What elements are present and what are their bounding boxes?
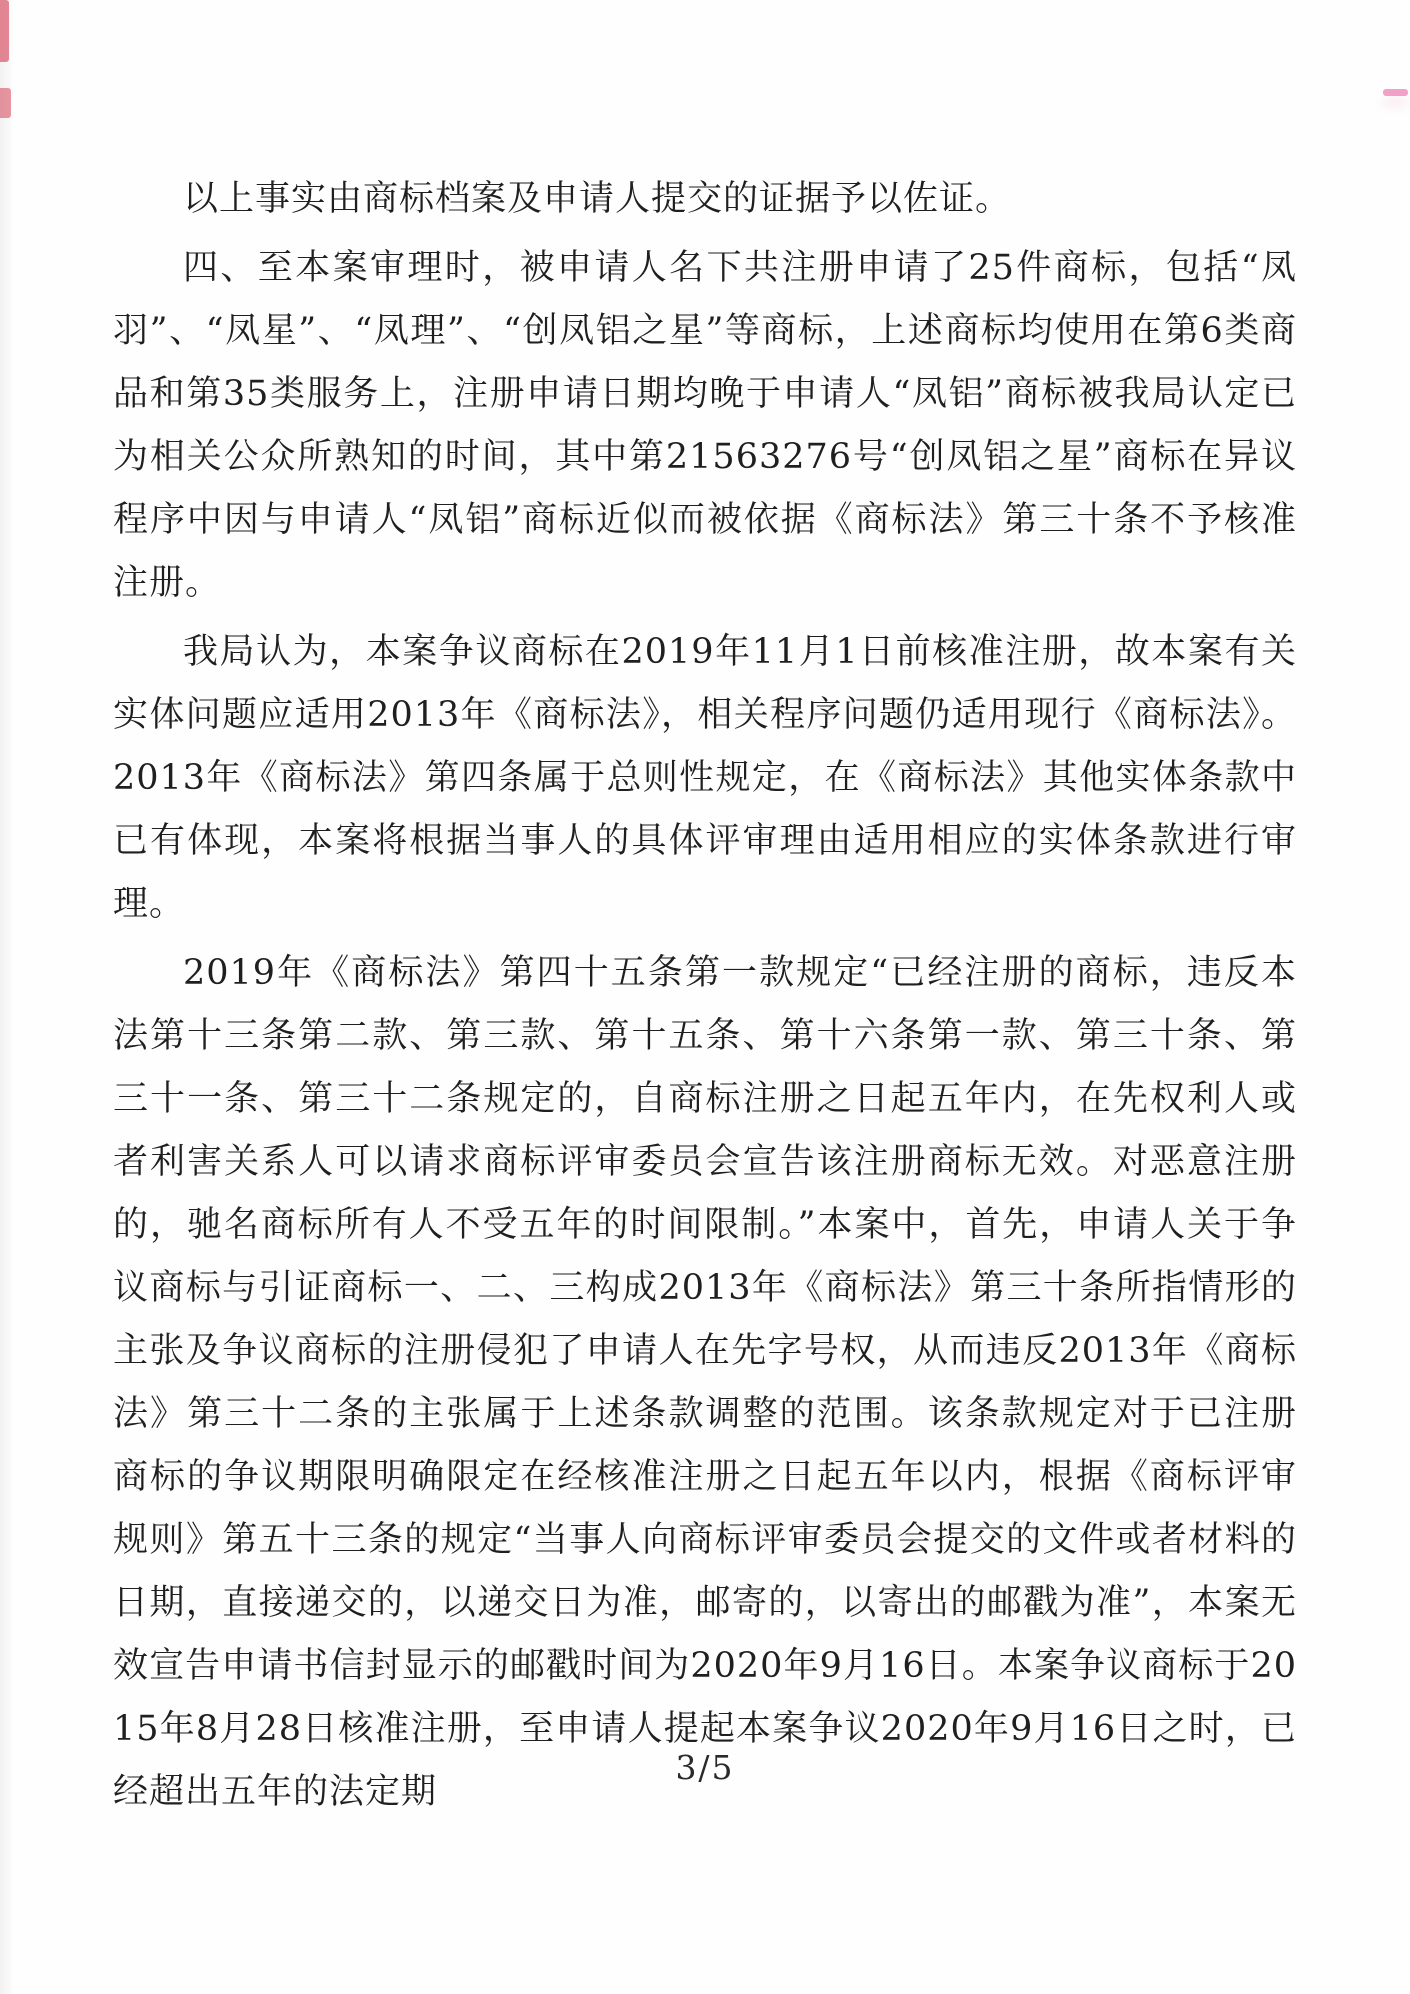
- paragraph-fact-four-trademark-registrations: 四、至本案审理时，被申请人名下共注册申请了25件商标，包括“凤羽”、“凤星”、“凤理”、“创凤铝之星”等商标，上述商标均使用在第6类商品和第35类服务上，注册申请日期均晚于申请人“凤铝”商标被我局认定已为相关公众所熟知的时间，其中第21563276号“创凤铝之星”商标在异议程序中因与申请人“凤铝”商标近似而被依据《商标法》第三十条不予核准注册。: [113, 248, 1297, 603]
- scan-artifact-pink-dash: [1383, 89, 1408, 96]
- page-number: 3/5: [675, 1748, 735, 1787]
- scan-artifact-red-streak-lower: [0, 88, 11, 118]
- paragraph-facts-supported: 以上事实由商标档案及申请人提交的证据予以佐证。: [183, 179, 1012, 219]
- scan-artifact-red-streak-top: [0, 0, 9, 62]
- paragraph-applicable-law: 我局认为，本案争议商标在2019年11月1日前核准注册，故本案有关实体问题应适用2013年《商标法》，相关程序问题仍适用现行《商标法》。2013年《商标法》第四条属于总则性规定，在《商标法》其他实体条款中已有体现，本案将根据当事人的具体评审理由适用相应的实体条款进行审理。: [113, 632, 1297, 924]
- paragraph-article-45-analysis: 2019年《商标法》第四十五条第一款规定“已经注册的商标，违反本法第十三条第二款、第三款、第十五条、第十六条第一款、第三十条、第三十一条、第三十二条规定的，自商标注册之日起五年内，在先权利人或者利害关系人可以请求商标评审委员会宣告该注册商标无效。对恶意注册的，驰名商标所有人不受五年的时间限制。”本案中，首先，申请人关于争议商标与引证商标一、二、三构成2013年《商标法》第三十条所指情形的主张及争议商标的注册侵犯了申请人在先字号权，从而违反2013年《商标法》第三十二条的主张属于上述条款调整的范围。该条款规定对于已注册商标的争议期限明确限定在经核准注册之日起五年以内，根据《商标评审规则》第五十三条的规定“当事人向商标评审委员会提交的文件或者材料的日期，直接递交的，以递交日为准，邮寄的，以寄出的邮戳为准”，本案无效宣告申请书信封显示的邮戳时间为2020年9月16日。本案争议商标于2015年8月28日核准注册，至申请人提起本案争议2020年9月16日之时，已经超出五年的法定期: [113, 953, 1297, 1812]
- document-body: [113, 168, 1297, 1824]
